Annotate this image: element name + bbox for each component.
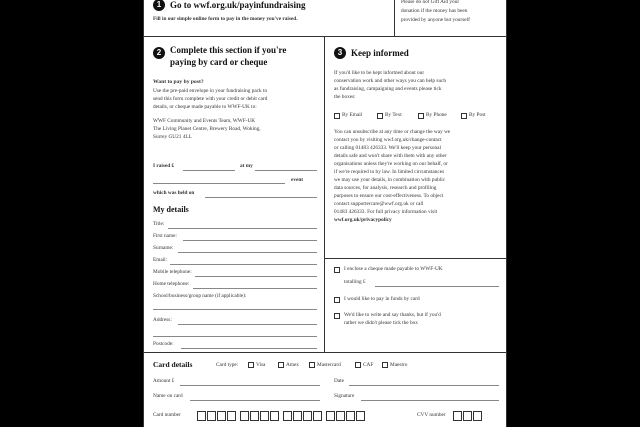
cheque-label: I enclose a cheque made payable to WWF-UK (344, 266, 443, 272)
privacy-text: contact supportercare@wwf.org.uk or call (334, 201, 424, 207)
cheque-checkbox[interactable] (334, 267, 340, 273)
step-1-number: 1 (153, 0, 165, 11)
donation-form (143, 0, 507, 427)
section-2-title: paying by card or cheque (170, 57, 268, 67)
card-type-caf-checkbox[interactable] (355, 362, 361, 368)
card-digit-box[interactable] (326, 411, 335, 421)
mobile-field[interactable] (195, 276, 317, 277)
section-divider (324, 258, 507, 259)
card-type-visa-checkbox[interactable] (248, 362, 254, 368)
no-thanks-checkbox[interactable] (334, 313, 340, 319)
post-instructions: details, or cheque made payable to WWF-UK to: (153, 104, 257, 110)
field-label: Home telephone: (153, 281, 190, 287)
giftaid-note: Please do not Gift Aid your (401, 0, 460, 5)
signature-label: Signature (334, 393, 355, 399)
totalling-label: totalling £ (344, 279, 366, 285)
section-2-title: Complete this section if you're (170, 45, 287, 55)
card-digit-box[interactable] (303, 411, 312, 421)
date-label: Date (334, 378, 344, 384)
event-date-field[interactable] (205, 197, 317, 198)
field-label: First name: (153, 233, 177, 239)
card-type-option: Amex (286, 362, 299, 368)
postal-address: The Living Planet Centre, Brewery Road, Woking, (153, 126, 261, 132)
card-funds-label: I would like to pay in funds by card (344, 296, 420, 302)
date-field[interactable] (349, 385, 499, 386)
privacy-text: if we're required to by law. In limited circumstances (334, 169, 445, 175)
giftaid-note: provided by anyone but yourself (401, 17, 470, 23)
postal-address: WWF Community and Events Team, WWF-UK (153, 118, 256, 124)
contact-text-checkbox[interactable] (377, 113, 383, 119)
field-label: Title: (153, 221, 165, 227)
at-my-label: at my (240, 163, 253, 169)
privacy-text: contact you by visiting wwf.org.uk/change-contact (334, 137, 442, 143)
card-type-label: Card type: (216, 362, 239, 368)
name-on-card-label: Name on card (153, 393, 183, 399)
section-divider (394, 0, 395, 36)
contact-option-label: By Post (469, 112, 486, 118)
card-digit-box[interactable] (270, 411, 279, 421)
giftaid-note: donation if the money has been (401, 8, 468, 14)
step-2-number: 2 (153, 47, 165, 59)
card-digit-box[interactable] (197, 411, 206, 421)
contact-option-label: By Text (385, 112, 402, 118)
amount-label: Amount £ (153, 378, 175, 384)
signature-field[interactable] (361, 400, 499, 401)
section-divider (143, 352, 507, 353)
section-3-title: Keep informed (351, 48, 409, 58)
event-name-field[interactable] (153, 183, 285, 184)
card-number-label: Card number (153, 412, 181, 418)
keep-informed-intro: conservation work and other ways you can help such (334, 78, 447, 84)
cvv-label: CVV number (417, 412, 446, 418)
field-label: School/business/group name (if applicable): (153, 293, 247, 299)
step-3-number: 3 (334, 47, 346, 59)
card-digit-box[interactable] (293, 411, 302, 421)
field-label: Address: (153, 317, 172, 323)
card-digit-box[interactable] (283, 411, 292, 421)
card-digit-box[interactable] (240, 411, 249, 421)
home-phone-field[interactable] (193, 288, 317, 289)
raised-label: I raised £ (153, 163, 175, 169)
event-label: event (291, 177, 304, 183)
contact-email-checkbox[interactable] (334, 113, 340, 119)
card-digit-box[interactable] (336, 411, 345, 421)
privacy-text: data sources, for analysis, research and profiling (334, 185, 437, 191)
card-digit-box[interactable] (207, 411, 216, 421)
event-name-field[interactable] (255, 170, 317, 171)
held-on-label: which was held on (153, 190, 195, 196)
card-type-option: CAF (363, 362, 374, 368)
contact-phone-checkbox[interactable] (418, 113, 424, 119)
first-name-field[interactable] (183, 240, 317, 241)
section-divider (143, 36, 507, 37)
address-field[interactable] (153, 336, 317, 337)
card-type-option: Maestro (390, 362, 408, 368)
cvv-digit-box[interactable] (473, 411, 482, 421)
amount-field[interactable] (180, 385, 320, 386)
my-details-heading: My details (153, 205, 189, 214)
privacy-text: we may use your details, in combination with public (334, 177, 446, 183)
raised-amount-field[interactable] (183, 170, 235, 171)
privacy-text: organisations unless they're working on our behalf, or (334, 161, 448, 167)
privacy-text: purposes to ensure our cost-effectiveness. To object (334, 193, 444, 199)
title-field[interactable] (168, 228, 317, 229)
section-divider (324, 36, 325, 352)
cvv-digit-box[interactable] (453, 411, 462, 421)
contact-post-checkbox[interactable] (461, 113, 467, 119)
privacy-text: details safe and won't share with them with any other (334, 153, 447, 159)
name-on-card-field[interactable] (190, 400, 320, 401)
field-label: Email: (153, 257, 168, 263)
card-digit-box[interactable] (313, 411, 322, 421)
card-type-maestro-checkbox[interactable] (382, 362, 388, 368)
field-label: Postcode: (153, 341, 174, 347)
post-instructions: Use the pre-paid envelope in your fundraising pack to (153, 88, 268, 94)
privacy-text: 01483 426333. For full privacy information visit (334, 209, 438, 215)
contact-option-label: By Email (342, 112, 363, 118)
card-digit-box[interactable] (346, 411, 355, 421)
postcode-field[interactable] (181, 348, 317, 349)
card-type-option: Mastercard (317, 362, 341, 368)
cheque-total-field[interactable] (375, 286, 499, 287)
card-type-option: Visa (256, 362, 266, 368)
privacy-text: You can unsubscribe at any time or change the way we (334, 129, 451, 135)
cvv-digit-box[interactable] (463, 411, 472, 421)
post-instructions: send this form complete with your credit or debit card (153, 96, 268, 102)
organisation-field[interactable] (153, 309, 317, 310)
form-border-left (143, 0, 144, 427)
card-digit-box[interactable] (250, 411, 259, 421)
section-1-title: Go to wwf.org.uk/payinfundraising (170, 0, 306, 10)
email-field[interactable] (170, 264, 317, 265)
card-digit-box[interactable] (217, 411, 226, 421)
contact-option-label: By Phone (426, 112, 447, 118)
card-details-heading: Card details (153, 360, 193, 369)
card-digit-box[interactable] (260, 411, 269, 421)
section-1-subtitle: Fill in our simple online form to pay in the money you've raised. (153, 16, 298, 22)
thanks-label: rather we didn't please tick the box (344, 320, 418, 326)
keep-informed-intro: as fundraising, campaigning and events please tick (334, 86, 442, 92)
privacy-text: or calling 01483 426333. We'll keep your personal (334, 145, 441, 151)
post-heading: Want to pay by post? (153, 79, 204, 85)
keep-informed-intro: the boxes: (334, 94, 356, 100)
card-digit-box[interactable] (227, 411, 236, 421)
field-label: Surname: (153, 245, 174, 251)
postal-address: Surrey GU21 4LL (153, 134, 192, 140)
card-funds-checkbox[interactable] (334, 297, 340, 303)
privacy-link[interactable]: wwf.org.uk/privacypolicy (334, 217, 392, 223)
card-type-mastercard-checkbox[interactable] (309, 362, 315, 368)
address-field[interactable] (178, 324, 317, 325)
card-type-amex-checkbox[interactable] (278, 362, 284, 368)
thanks-label: We'd like to write and say thanks, but if you'd (344, 312, 441, 318)
card-digit-box[interactable] (356, 411, 365, 421)
keep-informed-intro: If you'd like to be kept informed about our (334, 70, 425, 76)
form-border-right (506, 0, 507, 427)
surname-field[interactable] (178, 252, 317, 253)
field-label: Mobile telephone: (153, 269, 192, 275)
